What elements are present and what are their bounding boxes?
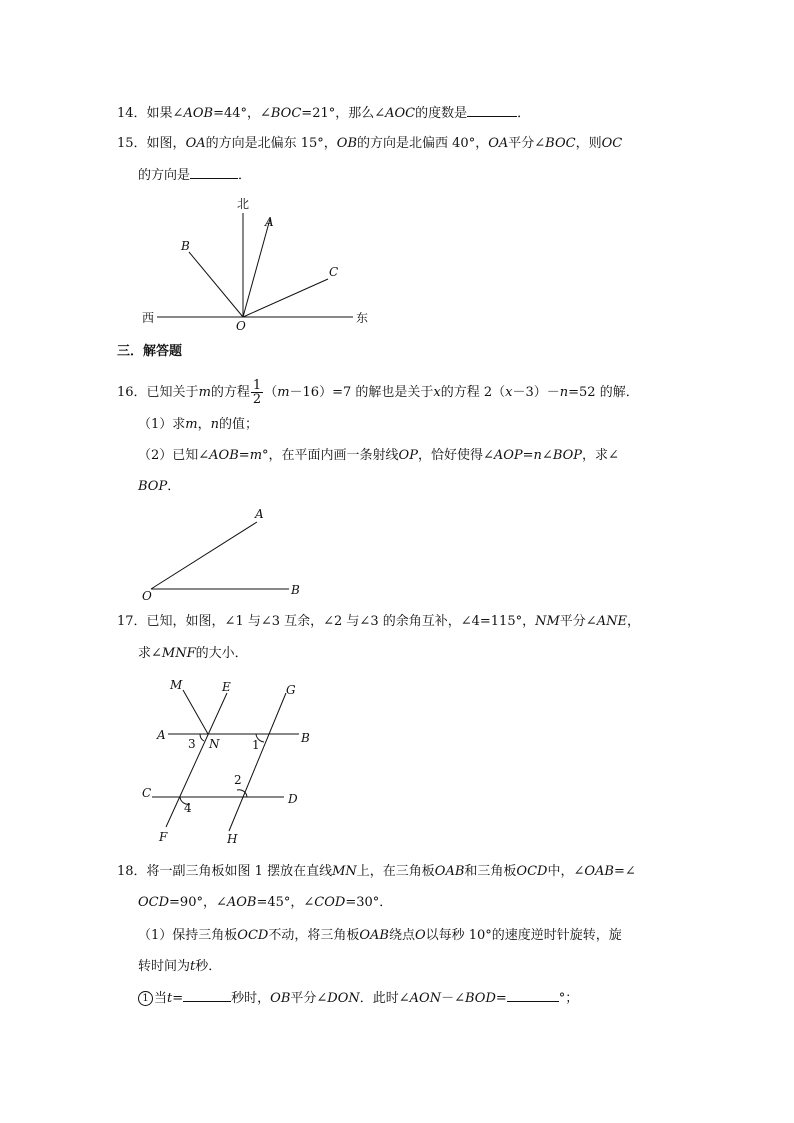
q18-text: 以每秒 10°的速度逆时针旋转，旋 [425, 928, 622, 943]
q18-text: （1）保持三角板 [138, 928, 238, 943]
q17-line-gh [229, 693, 286, 831]
q17-text: 求∠ [138, 646, 162, 661]
q18-text: 绕点 [388, 928, 415, 943]
q16-text: 的值； [219, 417, 259, 432]
q15-label-o: O [236, 319, 246, 333]
q18-angle-aon: AON [409, 991, 442, 1006]
q18-text: =90°，∠ [169, 895, 227, 910]
q15-number: 15． [117, 136, 147, 151]
q18-var-t: t [167, 991, 173, 1006]
q16-var-m: m [277, 385, 290, 400]
q14-text: =21°，那么∠ [301, 106, 386, 121]
q17-label-e: E [222, 680, 231, 694]
q18-triangle-oab: OAB [434, 864, 465, 879]
q18-sub1 [138, 989, 578, 1008]
q16-text: （ [264, 385, 278, 400]
q15-ray-oa: OA [488, 136, 509, 151]
q17-label-c: C [142, 786, 152, 800]
q17-angle-arc-3 [200, 734, 204, 741]
q17-label-g: G [286, 683, 296, 697]
q18-triangle-ocd: OCD [516, 864, 548, 879]
q16-fraction-numerator: 1 [252, 378, 262, 393]
q16-var-n: n [210, 417, 219, 432]
q16-angle-aob: AOB [209, 448, 239, 463]
q18-line-2 [138, 894, 392, 912]
q15-label-west: 西 [142, 311, 155, 325]
q16-text: ， [197, 417, 211, 432]
q15-angle-boc: BOC [545, 136, 576, 151]
q16-angle-aop: AOP [493, 448, 523, 463]
q16-text: ，求∠ [582, 448, 619, 463]
q17-label-m: M [170, 678, 183, 692]
q17-label-h: H [227, 832, 238, 846]
q18-text: 将一副三角板如图 1 摆放在直线 [146, 864, 333, 879]
q16-label-o: O [142, 589, 152, 603]
q16-text: 已知关于 [146, 385, 199, 400]
q16-fraction-denominator: 2 [252, 392, 262, 407]
q16-text: ∠ [541, 448, 553, 463]
q16-var-m: m [185, 417, 198, 432]
q18-var-t: t [190, 959, 196, 974]
q15-text: 平分∠ [508, 136, 546, 151]
q18-triangle-oab: OAB [359, 928, 389, 943]
q17-label-angle-3: 3 [188, 737, 196, 751]
q14-text: ． [517, 106, 531, 121]
q18-angle-cod: COD [314, 895, 346, 910]
q18-text: °； [558, 991, 579, 1006]
q18-text: = [495, 991, 507, 1006]
q17-ray-nm-line [183, 690, 208, 734]
q15-label-a: A [265, 215, 274, 229]
q16-var-x: x [433, 385, 441, 400]
q14-text: 的度数是 [415, 106, 468, 121]
q18-text: 秒． [195, 959, 222, 974]
q14-angle-aob: AOB [183, 106, 214, 121]
q16-var-m: m [198, 385, 211, 400]
q14-text: 如果∠ [146, 106, 184, 121]
section-title: 三．解答题 [117, 344, 183, 359]
q18-text: =45°，∠ [256, 895, 315, 910]
q17-label-d: D [288, 792, 298, 806]
q16-angle-bop: BOP [552, 448, 583, 463]
q18-angle-bod: BOD [465, 991, 496, 1006]
q18-answer-blank-1 [183, 989, 231, 1002]
q17-label-a: A [157, 728, 166, 742]
q18-text: －∠ [441, 991, 465, 1006]
q17-text: 的大小． [195, 646, 248, 661]
q15-text: 如图， [146, 136, 186, 151]
q16-text: 的方程 2（ [440, 385, 506, 400]
q18-text: =∠ [613, 864, 636, 879]
q16-var-n: n [533, 448, 542, 463]
q17-ray-nm: NM [535, 614, 560, 629]
q16-var-m: m [249, 448, 263, 463]
q14-angle-aoc: AOC [385, 106, 416, 121]
q17-label-n: N [209, 737, 220, 751]
q18-text: 平分∠ [290, 991, 328, 1006]
q16-text: = [522, 448, 534, 463]
q17-text: 平分∠ [559, 614, 597, 629]
q18-part1-line2 [138, 958, 221, 976]
q16-text: （2）已知∠ [138, 448, 210, 463]
q18-angle-aob: AOB [226, 895, 257, 910]
q16-var-x: x [505, 385, 513, 400]
q16-text: ． [167, 479, 181, 494]
q17-label-b: B [301, 731, 310, 745]
q18-ray-ob: OB [270, 991, 291, 1006]
q17-label-angle-4: 4 [184, 801, 192, 815]
q18-number: 18． [117, 864, 147, 879]
q16-text: －3）－ [512, 385, 560, 400]
q16-angle-bop: BOP [138, 479, 168, 494]
q18-point-o: O [414, 928, 426, 943]
q16-label-a: A [255, 507, 264, 521]
q15-label-north: 北 [237, 197, 250, 211]
q17-text: ， [626, 614, 640, 629]
q15-text: 的方向是北偏西 40°， [357, 136, 489, 151]
q15-label-c: C [329, 265, 339, 279]
q17-text: 已知，如图，∠1 与∠3 互余，∠2 与∠3 的余角互补，∠4=115°， [146, 614, 536, 629]
q18-text: 秒时， [231, 991, 271, 1006]
q16-var-n: n [559, 385, 569, 400]
q15-text: ． [238, 168, 252, 183]
q15-text: 的方向是 [138, 168, 191, 183]
q18-angle-don: DON [327, 991, 360, 1006]
q18-angle-oab: OAB [584, 864, 614, 879]
q18-circled-number: 1 [138, 991, 153, 1006]
q18-text: = [172, 991, 184, 1006]
q14-number: 14． [117, 106, 147, 121]
q18-line-mn: MN [332, 864, 357, 879]
q17-label-f: F [159, 830, 168, 844]
q15-ray-ob: OB [336, 136, 358, 151]
q18-text: ．此时∠ [359, 991, 410, 1006]
q15-text: 的方向是北偏东 15°， [205, 136, 337, 151]
q18-text: =30°． [345, 895, 393, 910]
q15-text: ，则 [575, 136, 602, 151]
q15-label-b: B [181, 239, 190, 253]
q18-text: 和三角板 [464, 864, 517, 879]
q15-label-east: 东 [356, 311, 369, 325]
q18-text: 转时间为 [138, 959, 191, 974]
q18-answer-blank-2 [507, 989, 559, 1002]
q14-text: =44°，∠ [213, 106, 271, 121]
q16-text: =52 的解． [568, 385, 639, 400]
q15-ray-oc: OC [601, 136, 623, 151]
q18-part1 [138, 927, 622, 945]
q18-text: 不动，将三角板 [268, 928, 360, 943]
q16-text: 的方程 [210, 385, 250, 400]
q16-text: （1）求 [138, 417, 186, 432]
q17-angle-ane: ANE [596, 614, 627, 629]
q18-text: 中，∠ [547, 864, 585, 879]
q18-text: 上，在三角板 [356, 864, 435, 879]
q16-text: °，在平面内画一条射线 [262, 448, 399, 463]
q17-label-angle-2: 2 [234, 773, 242, 787]
q17-label-angle-1: 1 [252, 738, 260, 752]
q17-number: 17． [117, 614, 147, 629]
q14-angle-boc: BOC [270, 106, 302, 121]
q16-ray-op: OP [398, 448, 418, 463]
q18-text: 当 [154, 991, 168, 1006]
q16-number: 16． [117, 385, 147, 400]
q16-text: = [238, 448, 250, 463]
q17-angle-mnf: MNF [161, 646, 196, 661]
q18-angle-ocd: OCD [138, 895, 170, 910]
q15-ray-oa: OA [185, 136, 206, 151]
q18-line [117, 863, 636, 881]
q16-text: ，恰好使得∠ [417, 448, 494, 463]
q18-triangle-ocd: OCD [237, 928, 269, 943]
q16-label-b: B [291, 583, 300, 597]
q16-text: －16）=7 的解也是关于 [289, 385, 434, 400]
